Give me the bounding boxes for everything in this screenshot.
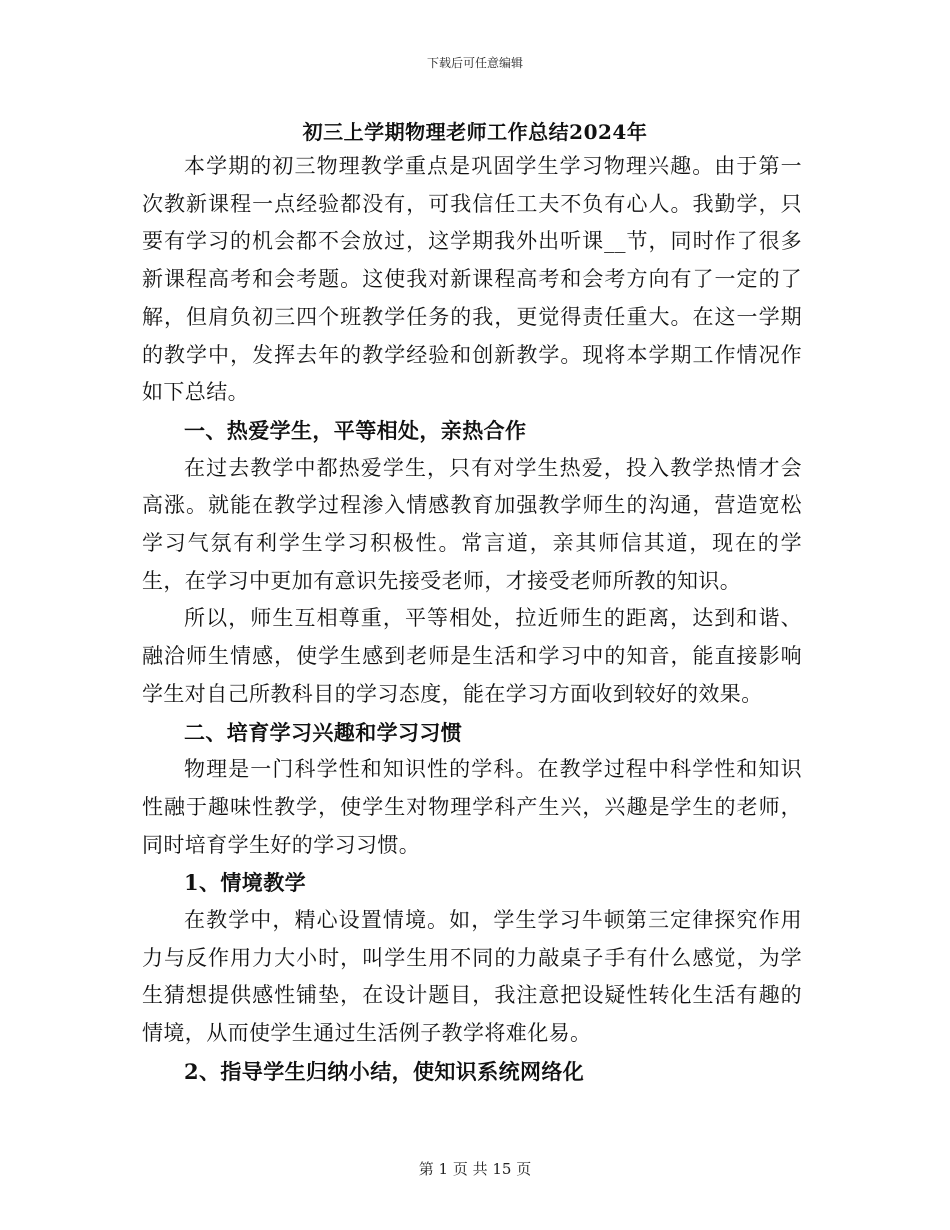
download-note: 下载后可任意编辑 bbox=[426, 56, 523, 70]
page-number: 第 1 页 共 15 页 bbox=[418, 1160, 532, 1178]
body-paragraph: 物理是一门科学性和知识性的学科。在教学过程中科学性和知识性融于趣味性教学，使学生对物理学科产生兴，兴趣是学生的老师，同时培育学生好的学习习惯。 bbox=[142, 757, 802, 857]
body-paragraph: 在教学中，精心设置情境。如，学生学习牛顿第三定律探究作用力与反作用力大小时，叫学生用不同的力敲桌子手有什么感觉，为学生猜想提供感性铺垫，在设计题目，我注意把设疑性转化生活有趣的情境，从而使学生通过生活例子教学将难化易。 bbox=[142, 908, 802, 1046]
body-paragraph: 所以，师生互相尊重，平等相处，拉近师生的距离，达到和谐、融洽师生情感，使学生感到老师是生活和学习中的知音，能直接影响学生对自己所教科目的学习态度，能在学习方面收到较好的效果。 bbox=[142, 606, 802, 706]
section-heading-2: 二、培育学习兴趣和学习习惯 bbox=[184, 719, 463, 745]
body-paragraph: 在过去教学中都热爱学生，只有对学生热爱，投入教学热情才会高涨。就能在教学过程渗入情感教育加强教学师生的沟通，营造宽松学习气氛有利学生学习积极性。常言道，亲其师信其道，现在的学生，在学习中更加有意识先接受老师，才接受老师所教的知识。 bbox=[142, 455, 802, 593]
subsection-heading-2: 2、指导学生归纳小结，使知识系统网络化 bbox=[184, 1058, 585, 1084]
intro-paragraph: 本学期的初三物理教学重点是巩固学生学习物理兴趣。由于第一次教新课程一点经验都没有，可我信任工夫不负有心人。我勤学，只要有学习的机会都不会放过，这学期我外出听课__节，同时作了很多新课程高考和会考题。这使我对新课程高考和会考方向有了一定的了解，但肩负初三四个班教学任务的我，更觉得责任重大。在这一学期的教学中，发挥去年的教学经验和创新教学。现将本学期工作情况作如下总结。 bbox=[142, 154, 802, 405]
document-title: 初三上学期物理老师工作总结2024年 bbox=[302, 120, 648, 144]
section-heading-1: 一、热爱学生，平等相处，亲热合作 bbox=[184, 417, 527, 443]
subsection-heading-1: 1、情境教学 bbox=[184, 870, 307, 896]
document-body bbox=[142, 148, 802, 1091]
